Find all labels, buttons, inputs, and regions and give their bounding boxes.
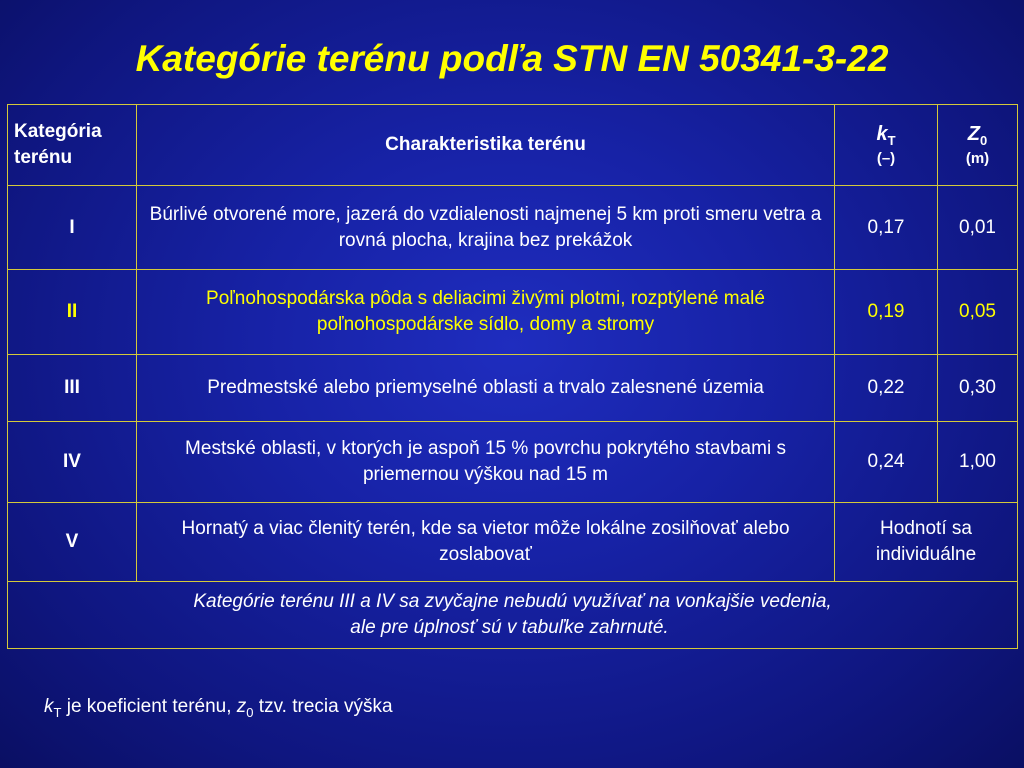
z0-value: 0,01: [938, 186, 1018, 270]
category-cell: IV: [8, 422, 137, 503]
kt-subscript: T: [887, 132, 896, 148]
footnote-z-sub: 0: [246, 704, 254, 720]
footnote-z-symbol: z: [236, 696, 247, 717]
z0-value: 1,00: [938, 422, 1018, 503]
footnote-k-symbol: k: [44, 696, 54, 717]
footnote-k-sub: T: [53, 704, 62, 720]
note-line-1: Kategórie terénu III a IV sa zvyčajne nebudú využívať na vonkajšie vedenia,: [193, 591, 832, 613]
kt-value: 0,19: [835, 270, 938, 355]
slide-title: Kategórie terénu podľa STN EN 50341-3-22: [135, 38, 889, 79]
z0-value: 0,05: [938, 270, 1018, 355]
kt-value: 0,17: [835, 186, 938, 270]
table-row-highlighted: [8, 270, 1018, 355]
z0-symbol: Z: [967, 122, 980, 145]
footnote-z-text: tzv. trecia výška: [253, 696, 393, 717]
description-cell: Mestské oblasti, v ktorých je aspoň 15 % povrchu pokrytého stavbami s priemernou výškou nad 15 m: [137, 422, 835, 503]
header-characteristic: Charakteristika terénu: [137, 105, 835, 186]
note-row: [8, 582, 1018, 649]
terrain-category-table: [7, 104, 1018, 649]
table-row: [8, 503, 1018, 582]
kt-unit: (–): [876, 150, 896, 168]
header-kt: [835, 105, 938, 186]
footnote: [44, 696, 393, 720]
kt-symbol: k: [876, 122, 888, 145]
combined-value: Hodnotí sa individuálne: [835, 503, 1018, 582]
description-cell: Búrlivé otvorené more, jazerá do vzdialenosti najmenej 5 km proti smeru vetra a rovná plocha, krajina bez prekážok: [137, 186, 835, 270]
category-cell: II: [8, 270, 137, 355]
table-row: [8, 355, 1018, 422]
z0-value: 0,30: [938, 355, 1018, 422]
note-line-2: ale pre úplnosť sú v tabuľke zahrnuté.: [350, 617, 669, 638]
kt-value: 0,24: [835, 422, 938, 503]
table-header-row: [8, 105, 1018, 186]
header-category: Kategória terénu: [8, 105, 137, 186]
footnote-k-text: je koeficient terénu,: [61, 696, 237, 717]
z0-unit: (m): [965, 150, 990, 168]
z0-subscript: 0: [979, 132, 988, 148]
description-cell: Poľnohospodárska pôda s deliacimi živými plotmi, rozptýlené malé poľnohospodárske sídlo, domy a stromy: [137, 270, 835, 355]
table-row: [8, 186, 1018, 270]
description-cell: Predmestské alebo priemyselné oblasti a trvalo zalesnené územia: [137, 355, 835, 422]
description-cell: Hornatý a viac členitý terén, kde sa vietor môže lokálne zosilňovať alebo zoslabovať: [137, 503, 835, 582]
kt-value: 0,22: [835, 355, 938, 422]
header-z0: [938, 105, 1018, 186]
category-cell: I: [8, 186, 137, 270]
table-row: [8, 422, 1018, 503]
note-cell: [8, 582, 1018, 649]
category-cell: V: [8, 503, 137, 582]
category-cell: III: [8, 355, 137, 422]
